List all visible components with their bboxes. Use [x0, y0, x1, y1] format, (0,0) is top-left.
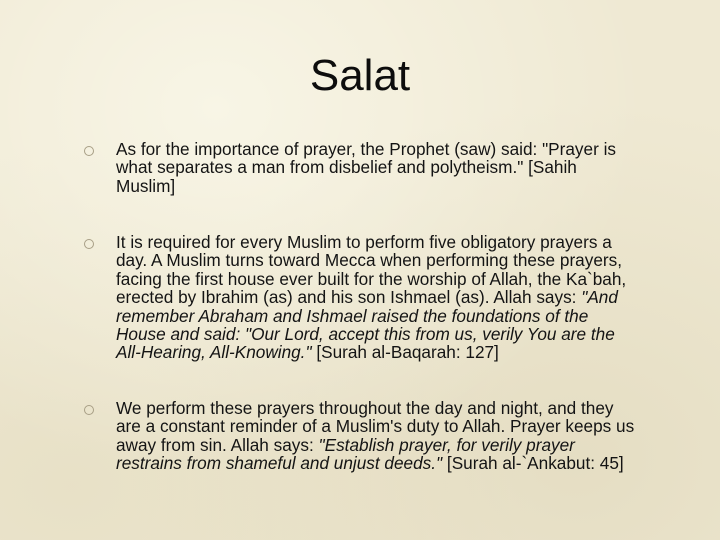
bullet-plain-text: It is required for every Muslim to perform five obligatory prayers a day. A Muslim turns toward Mecca when performing these prayers, facing the first house ever built for the worship of Allah, the Ka`bah, erected by Ibrahim (as) and his son Ishmael (as). Allah says: — [116, 232, 627, 308]
hollow-circle-icon — [84, 405, 94, 415]
quran-quote: "And remember Abraham and Ishmael raised the foundations of the House and said: "Our Lord, accept this from us, verily You are the All-Hearing, All-Knowing." — [116, 287, 618, 363]
page-title: Salat — [309, 51, 411, 100]
bullet-plain-text: We perform these prayers throughout the day and night, and they are a constant reminder of a Muslim's duty to Allah. Prayer keeps us away from sin. Allah says: — [116, 398, 635, 455]
bullet-text — [116, 140, 638, 195]
bullet-text — [116, 399, 638, 473]
citation: [Surah al-Baqarah: 127] — [311, 342, 499, 363]
citation: [Surah al-`Ankabut: 45] — [442, 453, 624, 474]
quran-quote: "Establish prayer, for verily prayer restrains from shameful and unjust deeds." — [116, 434, 575, 474]
hollow-circle-icon — [84, 146, 94, 156]
hollow-circle-icon — [84, 239, 94, 249]
bullet-text — [116, 233, 638, 362]
bullet-plain-text: As for the importance of prayer, the Prophet (saw) said: "Prayer is what separates a man from disbelief and polytheism." [Sahih Muslim] — [116, 139, 616, 196]
